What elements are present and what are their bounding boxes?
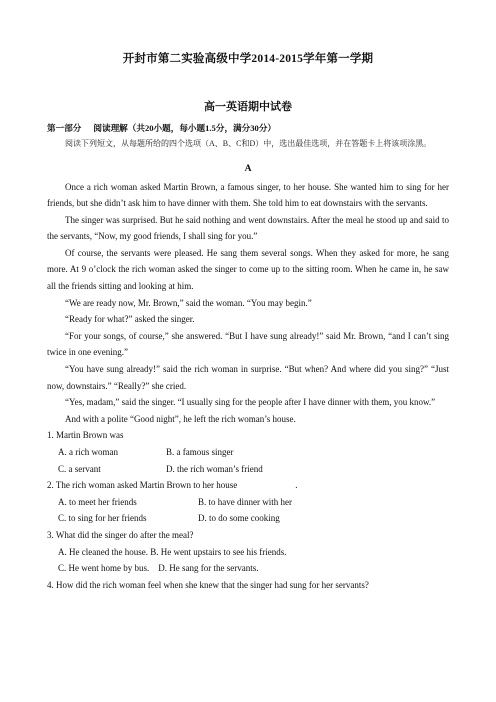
passage-paragraph: “We are ready now, Mr. Brown,” said the woman. “You may begin.” xyxy=(65,297,312,308)
question-stem-text: 2. The rich woman asked Martin Brown to her house xyxy=(47,480,238,491)
exam-title: 高一英语期中试卷 xyxy=(204,101,292,113)
option-a: A. a rich woman xyxy=(58,447,118,457)
option-row xyxy=(47,544,449,561)
passage-paragraph: “Yes, madam,” said the singer. “I usually sing for the people after I have dinner with them, you know.” xyxy=(65,397,436,408)
question-3 xyxy=(47,527,449,577)
passage-paragraph: And with a polite “Good night”, he left the rich woman’s house. xyxy=(65,413,296,424)
question-1 xyxy=(47,427,449,477)
option-d: D. to do some cooking xyxy=(198,513,280,524)
option-c: C. He went home by bus. xyxy=(58,563,150,574)
option-d: D. He sang for the servants. xyxy=(158,563,259,574)
option-b: B. He went upstairs to see his friends. xyxy=(150,546,287,557)
option-a: A. to meet her friends xyxy=(58,496,137,507)
question-stem xyxy=(47,477,449,494)
question-stem: 1. Martin Brown was xyxy=(47,430,124,441)
section-description: 阅读理解（共20小题，每小题1.5分，满分30分） xyxy=(93,123,277,133)
option-row xyxy=(47,461,449,478)
option-row xyxy=(47,494,449,511)
section-instructions: 阅读下列短文，从每题所给的四个选项（A、B、C和D）中，选出最佳选项，并在答题卡上将该项涂黑。 xyxy=(65,139,432,148)
option-c: C. a servant xyxy=(58,463,101,474)
passage-paragraph: Once a rich woman asked Martin Brown, a famous singer, to her house. She wanted him to sing for her friends, but she didn’t ask him to have dinner with them. She told him to eat downstairs with the servants. xyxy=(47,181,449,209)
question-stem: 3. What did the singer do after the meal? xyxy=(47,529,194,540)
option-d: D. the rich woman’s friend xyxy=(166,463,263,474)
option-c: C. to sing for her friends xyxy=(58,513,147,524)
option-b: B. a famous singer xyxy=(166,447,234,457)
option-row xyxy=(47,444,449,461)
question-2 xyxy=(47,477,449,527)
passage-paragraph: Of course, the servants were pleased. He sang them several songs. When they asked for more, he sang more. At 9 o’clock the rich woman asked the singer to come up to the sitting room. When he came in, he saw all the friends sitting and looking at him. xyxy=(47,247,449,292)
passage-paragraph: “Ready for what?” asked the singer. xyxy=(65,314,195,325)
section-heading xyxy=(47,122,449,134)
passage-paragraph: “For your songs, of course,” she answered. “But I have sung already!” said Mr. Brown, “and I can’t sing twice in one evening.” xyxy=(47,330,449,358)
passage-paragraph: “You have sung already!” said the rich woman in surprise. “But when? And where did you sing?” “Just now, downstairs.” “Really?” she cried. xyxy=(47,364,449,391)
option-a: A. He cleaned the house. xyxy=(58,546,148,557)
option-row xyxy=(47,510,449,527)
passage-label: A xyxy=(244,163,252,174)
answer-blank: . xyxy=(295,480,298,491)
question-4 xyxy=(47,577,449,594)
question-stem: 4. How did the rich woman feel when she knew that the singer had sung for her servants? xyxy=(47,579,369,590)
option-b: B. to have dinner with her xyxy=(198,496,292,507)
option-row xyxy=(47,560,449,577)
passage-paragraph: The singer was surprised. But he said nothing and went downstairs. After the meal he stood up and said to the servants, “Now, my good friends, I shall sing for you.” xyxy=(47,214,449,242)
section-name: 第一部分 xyxy=(47,123,82,133)
school-title: 开封市第二实验高级中学2014-2015学年第一学期 xyxy=(122,53,374,65)
